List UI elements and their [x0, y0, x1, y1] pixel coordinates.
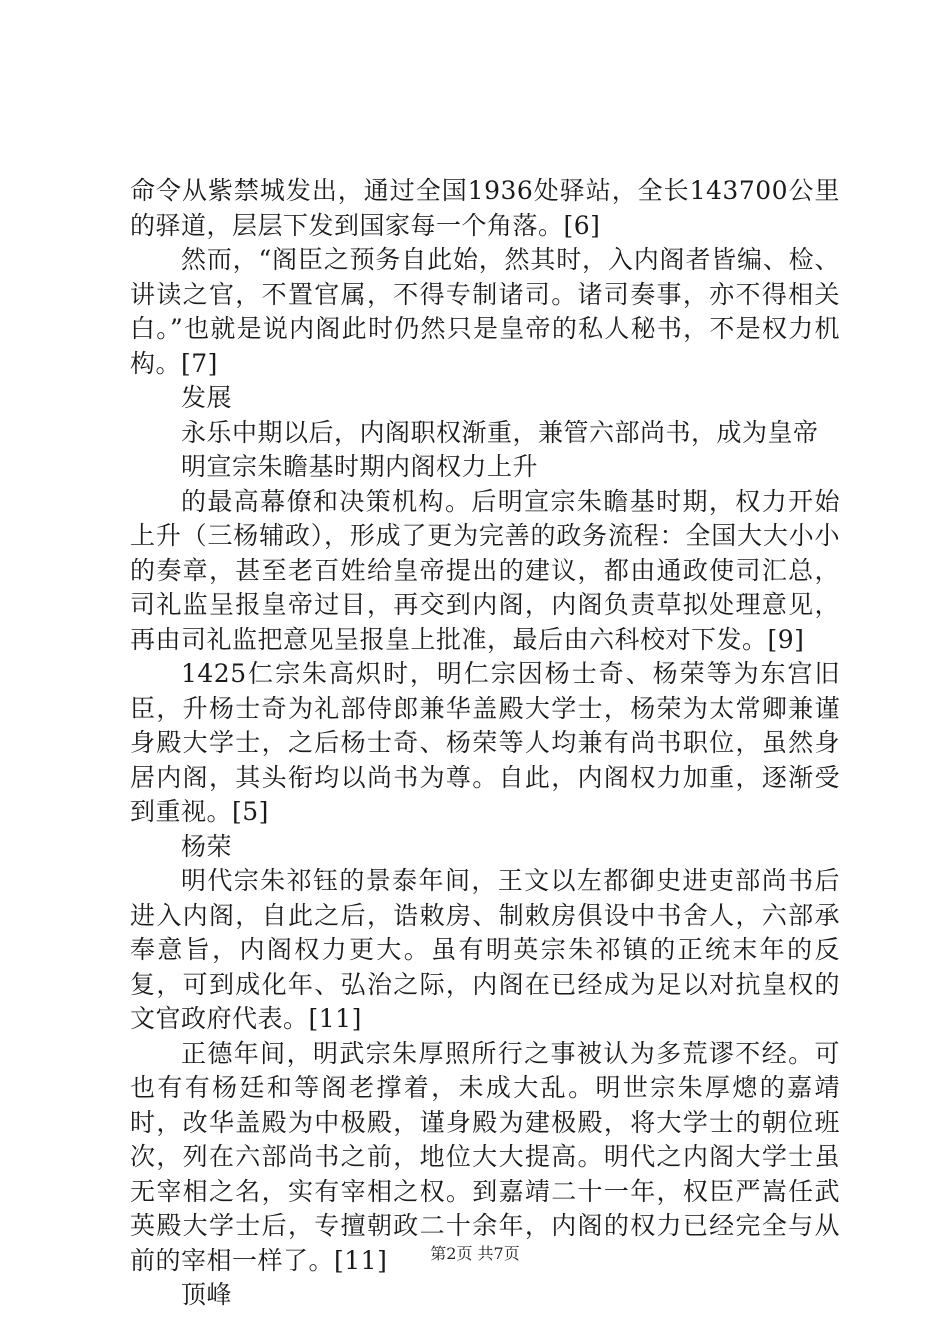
- page-number: 第2页 共7页: [430, 1244, 520, 1263]
- body-text: [130, 174, 840, 1313]
- paragraph: 正德年间，明武宗朱厚照所行之事被认为多荒谬不经。可也有有杨廷和等阁老撑着，未成大乱。明世宗朱厚熜的嘉靖时，改华盖殿为中极殿，谨身殿为建极殿，将大学士的朝位班次，列在六部尚书之前，地位大大提高。明代之内阁大学士虽无宰相之名，实有宰相之权。到嘉靖二十一年，权臣严嵩任武英殿大学士后，专擅朝政二十余年，内阁的权力已经完全与从前的宰相一样了。[11]: [130, 1038, 840, 1275]
- section-heading: 顶峰: [181, 1280, 233, 1309]
- paragraph: 命令从紫禁城发出，通过全国1936处驿站，全长143700公里的驿道，层层下发到国家每一个角落。[6]: [130, 176, 840, 240]
- paragraph: 然而，“阁臣之预务自此始，然其时，入内阁者皆编、检、讲读之官，不置官属，不得专制诸司。诸司奏事，亦不得相关白。”也就是说内阁此时仍然只是皇帝的私人秘书，不是权力机构。[7]: [130, 245, 840, 378]
- page-footer: [0, 1242, 950, 1266]
- paragraph: 1425仁宗朱高炽时，明仁宗因杨士奇、杨荣等为东宫旧臣，升杨士奇为礼部侍郎兼华盖殿大学士，杨荣为太常卿兼谨身殿大学士，之后杨士奇、杨荣等人均兼有尚书职位，虽然身居内阁，其头衔均以尚书为尊。自此，内阁权力加重，逐渐受到重视。[5]: [130, 659, 840, 826]
- paragraph: 永乐中期以后，内阁职权渐重，兼管六部尚书，成为皇帝: [181, 417, 819, 447]
- section-heading: 发展: [181, 383, 233, 412]
- image-caption: 明宣宗朱瞻基时期内阁权力上升: [181, 452, 539, 481]
- image-caption: 杨荣: [181, 831, 233, 861]
- paragraph: 的最高幕僚和决策机构。后明宣宗朱瞻基时期，权力开始上升（三杨辅政），形成了更为完善的政务流程：全国大大小小的奏章，甚至老百姓给皇帝提出的建议，都由通政使司汇总，司礼监呈报皇帝过目，再交到内阁，内阁负责草拟处理意见，再由司礼监把意见呈报皇上批准，最后由六科校对下发。[9]: [130, 486, 840, 654]
- paragraph: 明代宗朱祁钰的景泰年间，王文以左都御史进吏部尚书后进入内阁，自此之后，诰敕房、制敕房俱设中书舍人，六部承奉意旨，内阁权力更大。虽有明英宗朱祁镇的正统末年的反复，可到成化年、弘治之际，内阁在已经成为足以对抗皇权的文官政府代表。[11]: [130, 866, 840, 1033]
